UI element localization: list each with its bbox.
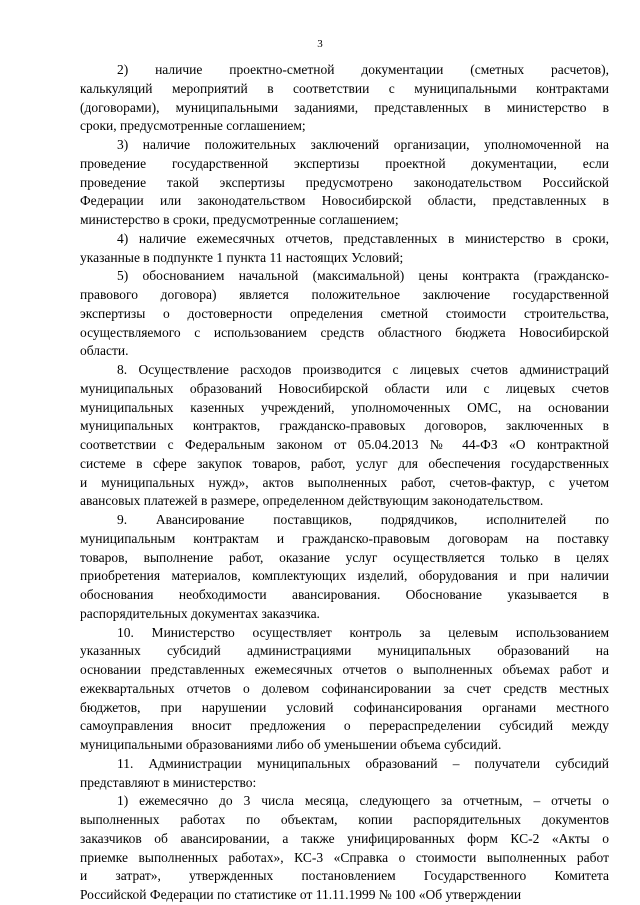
text-line: выполненных работах по объектам, копии распорядительных документов [80, 812, 609, 827]
text-line: калькуляций мероприятий в соответствии с муниципальными контрактами [80, 80, 609, 96]
text-line: сроки, предусмотренные соглашением; [80, 118, 306, 134]
text-line: экспертизы о достоверности определения сметной стоимости строительства, [80, 305, 609, 321]
paragraph [80, 61, 609, 136]
text-line: осуществляемого с использованием средств областного бюджета Новосибирской [80, 324, 609, 340]
text-line: 3) наличие положительных заключений организации, уполномоченной на [117, 137, 609, 152]
paragraph [80, 755, 609, 793]
text-line: и затрат», утвержденных постановлением Государственного Комитета [80, 868, 609, 884]
text-line: Российской Федерации по статистике от 11.11.1999 № 100 «Об утверждении [80, 887, 522, 902]
paragraph [80, 267, 609, 361]
document-body [80, 61, 609, 905]
text-line: указанных субсидий администрациями муниципальных образований на [80, 643, 609, 659]
text-line: ежеквартальных отчетов о долевом софинансировании за счет средств местных [80, 680, 609, 696]
text-line: (договорами), муниципальными заданиями, представленных в министерство в [80, 99, 609, 115]
text-line: самоуправления вносит предложения о перераспределении субсидий между [80, 718, 609, 734]
text-line: муниципальных казенных учреждений, уполномоченных ОМС, на основании [80, 399, 609, 415]
text-line: заказчиков об авансировании, а также унифицированных форм КС-2 «Акты о [80, 830, 609, 846]
text-line: 8. Осуществление расходов производится с лицевых счетов администраций [117, 362, 609, 377]
paragraph [80, 511, 609, 624]
text-line: проведение такой экспертизы предусмотрено законодательством Российской [80, 174, 609, 190]
text-line: представляют в министерство: [80, 774, 257, 790]
text-line: приемке выполненных работах», КС-3 «Справка о стоимости выполненных работ [80, 849, 609, 865]
text-line: системе в сфере закупок товаров, работ, услуг для обеспечения государственных [80, 455, 609, 471]
text-line: товаров, выполнение работ, оказание услуг осуществляется только в целях [80, 549, 609, 565]
text-line: указанные в подпункте 1 пункта 11 настоящих Условий; [80, 249, 404, 265]
text-line: 2) наличие проектно-сметной документации (сметных расчетов), [117, 62, 609, 77]
text-line: приобретения материалов, комплектующих изделий, оборудования и при наличии [80, 568, 609, 584]
text-line: 4) наличие ежемесячных отчетов, представленных в министерство в сроки, [117, 230, 609, 246]
text-line: муниципальным контрактам и гражданско-правовым договорам на поставку [80, 530, 609, 546]
text-line: 1) ежемесячно до 3 числа месяца, следующего за отчетным, – отчеты о [117, 793, 609, 809]
text-line: бюджетов, при нарушении условий софинансирования органами местного [80, 699, 609, 715]
text-line: Федерации или законодательством Новосибирской области, представленных в [80, 193, 609, 209]
paragraph [80, 136, 609, 230]
text-line: муниципальными образованиями либо об уменьшении объема субсидий. [80, 737, 502, 752]
page-number: 3 [317, 38, 323, 50]
text-line: основании представленных ежемесячных отчетов о выполненных объемах работ и [80, 662, 609, 677]
text-line: и муниципальных нужд», актов выполненных работ, счетов-фактур, с учетом [80, 474, 609, 490]
text-line: правового договора) является положительное заключение государственной [80, 287, 609, 302]
text-line: соответствии с Федеральным законом от 05.04.2013 № 44-ФЗ «О контрактной [80, 437, 609, 452]
text-line: министерство в сроки, предусмотренные соглашением; [80, 212, 399, 227]
text-line: области. [80, 343, 129, 359]
text-line: муниципальных контрактов, гражданско-правовых договоров, заключенных в [80, 418, 609, 434]
text-line: 9. Авансирование поставщиков, подрядчиков, исполнителей по [117, 512, 609, 527]
paragraph [80, 624, 609, 755]
text-line: муниципальных образований Новосибирской области или с лицевых счетов [80, 380, 609, 396]
text-line: проведение государственной экспертизы проектной документации, если [80, 155, 609, 171]
paragraph [80, 230, 609, 268]
text-line: 11. Администрации муниципальных образований – получатели субсидий [117, 755, 609, 771]
text-line: авансовых платежей в размере, определенном действующим законодательством. [80, 493, 544, 509]
text-line: 5) обоснованием начальной (максимальной) цены контракта (гражданско- [117, 268, 609, 284]
paragraph [80, 792, 609, 905]
paragraph [80, 361, 609, 511]
text-line: распорядительных документах заказчика. [80, 605, 320, 621]
text-line: 10. Министерство осуществляет контроль за целевым использованием [117, 624, 609, 640]
text-line: обоснования необходимости авансирования. Обоснование указывается в [80, 587, 609, 602]
